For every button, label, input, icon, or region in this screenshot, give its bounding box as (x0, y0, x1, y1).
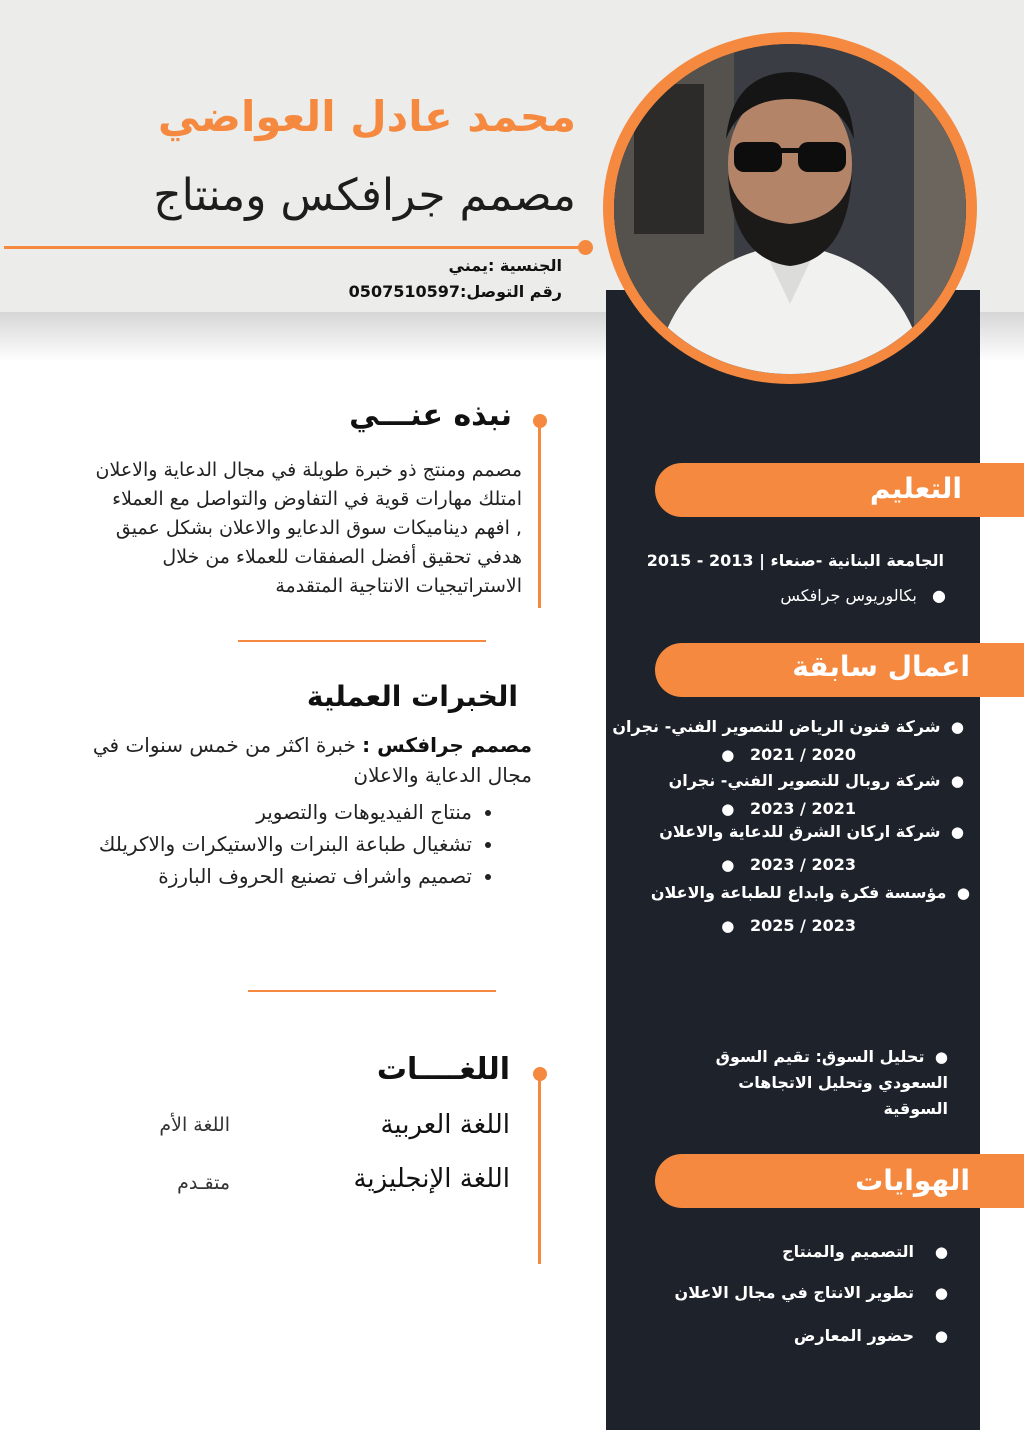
language-arabic: اللغة العربية (380, 1110, 510, 1140)
education-header (655, 463, 1024, 517)
list-item: • منتاج الفيديوهات والتصوير (0, 800, 472, 824)
experience-summary: خبرة اكثر من خمس سنوات في مجال الدعاية والاعلان (92, 733, 532, 787)
bullet-icon: ● (940, 718, 964, 736)
profile-photo (614, 44, 966, 374)
work-company-text: شركة روبال للتصوير الفني- نجران (668, 771, 941, 790)
education-university: الجامعة البنانية -صنعاء | 2013 - 2015 (646, 551, 944, 570)
about-line-1: مصمم ومنتج ذو خبرة طويلة في مجال الدعاية والاعلان (95, 459, 522, 481)
hobby-item-1 (782, 1242, 948, 1261)
languages-title: اللغــــات (376, 1052, 510, 1087)
bullet-icon: ● (914, 1284, 948, 1302)
market-analysis (688, 1044, 948, 1122)
header-divider-dot (578, 240, 593, 255)
about-text (22, 456, 522, 601)
work-years-1 (721, 745, 856, 764)
work-company-text: شركة اركان الشرق للدعاية والاعلان (659, 822, 941, 841)
bullet-icon: ● (916, 586, 946, 605)
experience-list (0, 800, 494, 896)
bullet-icon: ● (914, 1327, 948, 1345)
phone-number: رقم التوصل:0507510597 (348, 282, 562, 301)
work-company-text: شركة فنون الرياض للتصوير الفني- نجران (612, 717, 941, 736)
section-separator (248, 990, 496, 992)
hobby-item-3 (794, 1326, 948, 1345)
experience-title: الخبرات العملية (306, 680, 518, 713)
bullet-icon: ● (721, 917, 750, 935)
about-line-4: هدفي تحقيق أفضل الصفقات للعملاء من خلال (162, 546, 522, 568)
hobby-text: التصميم والمنتاج (782, 1242, 915, 1261)
education-degree (780, 586, 946, 605)
about-line-3: , افهم ديناميكات سوق الدعايو والاعلان بشكل عميق (115, 517, 522, 539)
language-english: اللغة الإنجليزية (353, 1164, 510, 1194)
about-title: نبذه عنـــي (349, 398, 512, 433)
market-line-text: تحليل السوق: تقيم السوق (715, 1047, 925, 1066)
section-separator (238, 640, 486, 642)
job-title: مصمم جرافكس ومنتاج (153, 170, 576, 221)
work-years-text: 2020 / 2021 (749, 745, 856, 764)
work-years-text: 2023 / 2025 (749, 916, 856, 935)
experience-intro (62, 730, 532, 790)
work-years-text: 2021 / 2023 (749, 799, 856, 818)
person-name: محمد عادل العواضي (157, 92, 576, 141)
work-years-2 (721, 799, 856, 818)
about-line (538, 424, 541, 608)
hobby-text: حضور المعارض (793, 1326, 915, 1345)
hobby-text: تطوير الانتاج في مجال الاعلان (674, 1283, 915, 1302)
experience-role: مصمم جرافكس : (362, 733, 532, 757)
market-line-3: السوقية (883, 1099, 948, 1118)
work-years-text: 2023 / 2023 (749, 855, 856, 874)
person-photo-icon (614, 44, 966, 374)
bullet-icon: ● (946, 884, 970, 902)
about-line-2: امتلك مهارات قوية في التفاوض والتواصل مع العملاء (112, 488, 522, 510)
hobbies-title: الهوايات (855, 1164, 970, 1197)
list-item: • تصميم واشراف تصنيع الحروف البارزة (0, 864, 472, 888)
about-line-5: الاستراتيجيات الانتاجية المتقدمة (275, 575, 522, 597)
bullet-icon: ● (721, 746, 750, 764)
market-line-1 (688, 1044, 948, 1070)
work-company-2 (669, 771, 964, 790)
languages-line (538, 1076, 541, 1264)
hobby-item-2 (675, 1283, 948, 1302)
work-years-4 (721, 916, 856, 935)
previous-work-title: اعمال سابقة (792, 650, 970, 683)
language-arabic-level: اللغة الأم (159, 1114, 230, 1136)
work-company-4 (651, 883, 970, 902)
market-line-2: السعودي وتحليل الاتجاهات (738, 1073, 948, 1092)
bullet-icon: ● (924, 1048, 948, 1066)
education-degree-text: بكالوريوس جرافكس (780, 586, 917, 605)
bullet-icon: ● (940, 772, 964, 790)
work-years-3 (721, 855, 856, 874)
bullet-icon: ● (914, 1243, 948, 1261)
work-company-1 (612, 717, 964, 736)
nationality: الجنسية :يمني (448, 256, 562, 275)
education-title: التعليم (869, 472, 962, 505)
work-company-text: مؤسسة فكرة وابداع للطباعة والاعلان (650, 883, 947, 902)
bullet-icon: ● (940, 823, 964, 841)
list-item: • تشغيال طباعة البنرات والاستيكرات والاكريلك (0, 832, 472, 856)
header-divider (4, 246, 584, 249)
work-company-3 (659, 822, 964, 841)
language-english-level: متقـدم (177, 1172, 230, 1194)
bullet-icon: ● (721, 856, 750, 874)
bullet-icon: ● (721, 800, 750, 818)
